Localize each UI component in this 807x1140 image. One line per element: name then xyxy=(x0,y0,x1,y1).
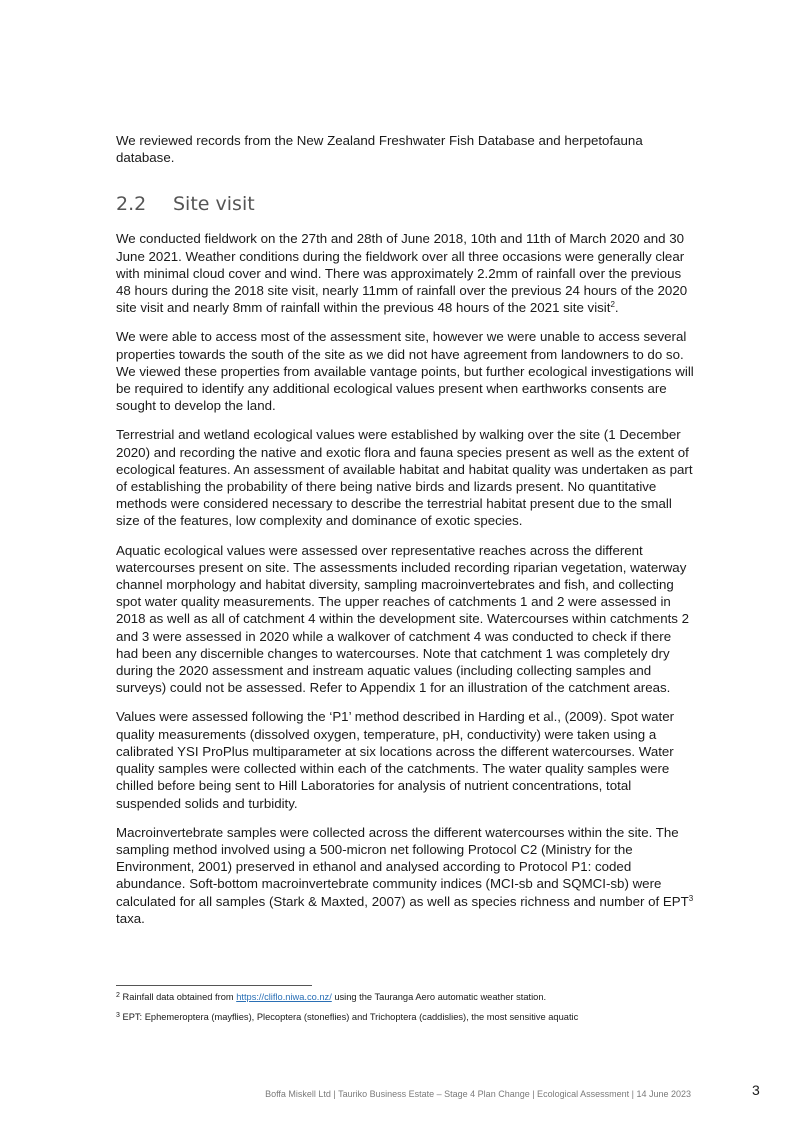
footnote-separator xyxy=(116,985,312,986)
section-title: Site visit xyxy=(173,193,255,216)
footnote-2-number: 2 xyxy=(116,992,120,999)
section-heading xyxy=(116,190,696,218)
paragraph-terrestrial: Terrestrial and wetland ecological values were established by walking over the site (1 December 2020) and recording the native and exotic flora and fauna species present as well as the extent of ecological features. An assessment of available habitat and habitat quality was undertaken as part of establishing the probability of there being native birds and lizards present. No quantitative methods were considered necessary to describe the terrestrial habitat present due to the small size of the features, low complexity and dominance of exotic species. xyxy=(116,427,693,529)
footnote-ref-2[interactable]: 2 xyxy=(610,300,615,310)
cliflo-link[interactable]: https://cliflo.niwa.co.nz/ xyxy=(236,992,332,1002)
paragraph-values-method: Values were assessed following the ‘P1’ method described in Harding et al., (2009). Spot water quality measurements (dissolved oxygen, temperature, pH, conductivity) were taken using a calibrated YSI ProPlus multiparameter at six locations across the different watercourses. Water quality samples were collected within each of the catchments. The water quality samples were chilled before being sent to Hill Laboratories for analysis of nutrient concentrations, total suspended solids and turbidity. xyxy=(116,709,675,811)
paragraph-fieldwork-end: . xyxy=(614,300,619,316)
paragraph-macroinvertebrates-end: taxa. xyxy=(116,910,145,926)
section-number: 2.2 xyxy=(116,193,147,216)
page-number: 3 xyxy=(752,1082,760,1098)
footnote-ref-3[interactable]: 3 xyxy=(688,893,694,903)
page-body xyxy=(116,132,696,939)
paragraph-aquatic: Aquatic ecological values were assessed over representative reaches across the different watercourses present on site. The assessments included recording riparian vegetation, waterway channel morphology and habitat diversity, sampling macroinvertebrates and fish, and collecting spot water quality measurements. The upper reaches of catchments 1 and 2 were assessed in 2018 as well as all of catchment 4 within the development site. Watercourses within catchments 2 and 3 were assessed in 2020 while a walkover of catchment 4 was conducted to check if there had been any discernible changes to watercourses. Note that catchment 1 was completely dry during the 2020 assessment and instream aquatic values (including collecting samples and surveys) could not be assessed. Refer to Appendix 1 for an illustration of the catchment areas. xyxy=(116,542,690,696)
page-footer: Boffa Miskell Ltd | Tauriko Business Estate – Stage 4 Plan Change | Ecological Assessment | 14 June 2023 xyxy=(265,1089,691,1099)
paragraph-access: We were able to access most of the assessment site, however we were unable to access several properties towards the south of the site as we did not have agreement from landowners to do so. We viewed these properties from available vantage points, but further ecological investigations will be required to identify any additional ecological values present when earthworks consents are sought to develop the land. xyxy=(116,329,694,414)
paragraph-macroinvertebrates xyxy=(116,824,696,927)
footnote-3-text: EPT: Ephemeroptera (mayflies), Plecoptera (stoneflies) and Trichoptera (caddislies), the most sensitive aquatic xyxy=(119,1012,579,1022)
footnote-2-text-before: Rainfall data obtained from xyxy=(119,992,237,1002)
footnote-3-number: 3 xyxy=(116,1012,120,1019)
footnotes xyxy=(116,991,696,1031)
footnote-2-text-after: using the Tauranga Aero automatic weather station. xyxy=(331,992,547,1002)
footnote-2 xyxy=(116,991,696,1003)
paragraph-macroinvertebrates-text: Macroinvertebrate samples were collected across the different watercourses within the site. The sampling method involved using a 500-micron net following Protocol C2 (Ministry for the Environment, 2001) preserved in ethanol and analysed according to Protocol P1: coded abundance. Soft-bottom macroinvertebrate community indices (MCI-sb and SQMCI-sb) were calculated for all samples (Stark & Maxted, 2007) as well as species richness and number of EPT xyxy=(116,824,689,909)
intro-paragraph: We reviewed records from the New Zealand Freshwater Fish Database and herpetofauna database. xyxy=(116,133,643,166)
paragraph-fieldwork-text: We conducted fieldwork on the 27th and 28th of June 2018, 10th and 11th of March 2020 and 30 June 2021. Weather conditions during the fieldwork over all three occasions were generally clear with minimal cloud cover and wind. There was approximately 2.2mm of rainfall over the previous 48 hours during the 2018 site visit, nearly 11mm of rainfall over the previous 24 hours of the 2020 site visit and nearly 8mm of rainfall within the previous 48 hours of the 2021 site visit xyxy=(116,231,688,316)
footnote-3 xyxy=(116,1011,696,1023)
paragraph-fieldwork xyxy=(116,230,696,316)
